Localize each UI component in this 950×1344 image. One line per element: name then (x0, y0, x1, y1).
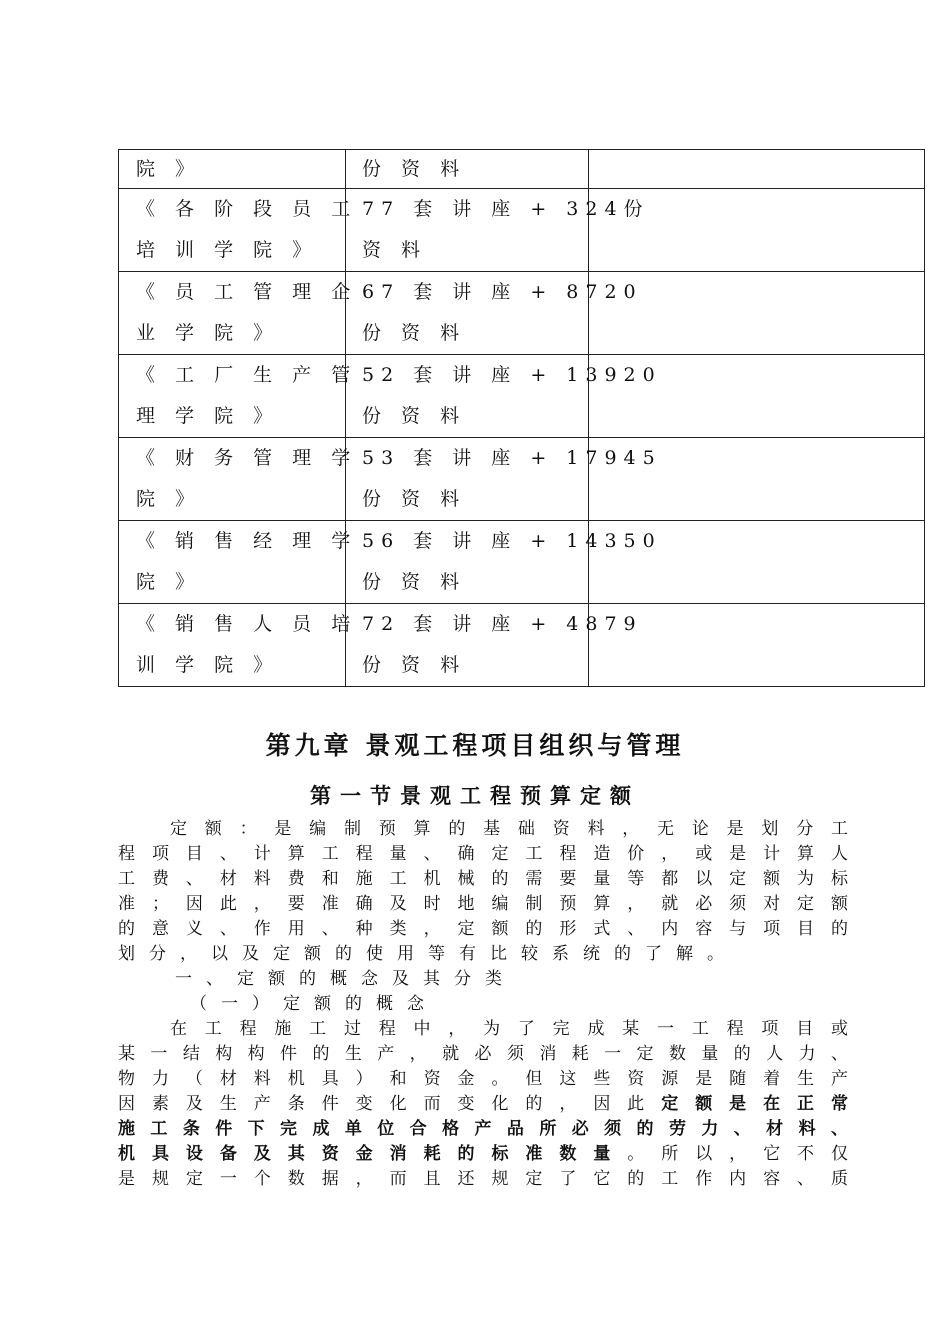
resource-table (118, 149, 925, 687)
paragraph1-line: 划分，以及定额的使用等有比较系统的了解。 (118, 944, 738, 964)
section-heading-1: 一、定额的概念及其分类 (175, 969, 516, 989)
paragraph1-line: 的意义、作用、种类，定额的形式、内容与项目的 (118, 919, 848, 939)
material-count-cell-line: 份 资 料 (362, 488, 467, 510)
paragraph1-line: 准；因此，要准确及时地编制预算，就必须对定额 (118, 894, 848, 914)
material-count-cell-line: 份 资 料 (362, 405, 467, 427)
college-name-cell (119, 521, 358, 604)
college-name-cell-line: 训 学 院 》 (136, 654, 280, 676)
material-count-cell (346, 355, 662, 438)
material-count-cell-line: 份 资 料 (362, 158, 467, 180)
college-name-cell (119, 604, 358, 687)
paragraph2-line: 在工程施工过程中，为了完成某一工程项目或 (170, 1019, 848, 1039)
note-cell (589, 150, 925, 189)
college-name-cell-line: 《 财 务 管 理 学 (136, 447, 358, 469)
college-name-cell-line: 培 训 学 院 》 (136, 239, 319, 261)
college-name-cell (119, 150, 346, 189)
paragraph2-line: 物力（材料机具）和资金。但这些资源是随着生产 (118, 1069, 848, 1089)
paragraph1-line: 定额：是编制预算的基础资料，无论是划分工 (170, 819, 848, 839)
material-count-cell (346, 438, 662, 521)
material-count-cell-line: 56 套 讲 座 + 14350 (362, 530, 662, 552)
material-count-cell-line: 份 资 料 (362, 322, 467, 344)
material-count-cell (346, 272, 643, 355)
definition-bold-line: 施工条件下完成单位合格产品所必须的劳力、材料、 (118, 1119, 848, 1139)
college-name-cell-line: 《 各 阶 段 员 工 (136, 198, 358, 220)
college-name-cell-line: 院 》 (136, 488, 202, 510)
paragraph1-line: 程项目、计算工程量、确定工程造价，或是计算人 (118, 844, 848, 864)
resource-table-body (119, 150, 925, 687)
college-name-cell (119, 189, 358, 272)
college-name-cell-line: 院 》 (136, 571, 202, 593)
material-count-cell (346, 604, 643, 687)
college-name-cell-line: 业 学 院 》 (136, 322, 280, 344)
table-row (119, 521, 925, 604)
material-count-cell-line: 份 资 料 (362, 571, 467, 593)
material-count-cell-line: 资 料 (362, 239, 428, 261)
material-count-cell-line: 67 套 讲 座 + 8720 (362, 281, 643, 303)
college-name-cell-line: 《 销 售 人 员 培 (136, 613, 358, 635)
material-count-cell-line: 77 套 讲 座 + 324份 (362, 198, 650, 220)
table-row (119, 604, 925, 687)
paragraph2-line: 某一结构构件的生产，就必须消耗一定数量的人力、 (118, 1044, 848, 1064)
paragraph2-line: 是规定一个数据，而且还规定了它的工作内容、质 (118, 1169, 848, 1189)
material-count-cell (346, 521, 662, 604)
paragraph1-line: 工费、材料费和施工机械的需要量等都以定额为标 (118, 869, 848, 889)
material-count-cell-line: 72 套 讲 座 + 4879 (362, 613, 643, 635)
chapter-title: 第九章 景观工程项目组织与管理 (265, 731, 685, 760)
paragraph2-line (118, 1142, 848, 1167)
paragraph2-line (118, 1092, 848, 1117)
college-name-cell (119, 438, 358, 521)
section-title: 第一节景观工程预算定额 (310, 784, 640, 808)
college-name-cell-line: 《 销 售 经 理 学 (136, 530, 358, 552)
definition-bold-text: 机具设备及其资金消耗的标准数量 (118, 1144, 628, 1164)
paragraph2-text: 因素及生产条件变化而变化的，因此 (118, 1094, 662, 1114)
material-count-cell-line: 53 套 讲 座 + 17945 (362, 447, 662, 469)
section-heading-1-1: （一）定额的概念 (190, 994, 438, 1014)
college-name-cell-line: 院 》 (136, 158, 202, 180)
body-text (118, 817, 848, 1192)
college-name-cell (119, 355, 358, 438)
table-row (119, 150, 925, 189)
college-name-cell-line: 《 工 厂 生 产 管 (136, 364, 358, 386)
definition-bold-text: 定额是在正常 (661, 1094, 849, 1114)
material-count-cell-line: 52 套 讲 座 + 13920 (362, 364, 662, 386)
material-count-cell-line: 份 资 料 (362, 654, 467, 676)
table-row (119, 272, 925, 355)
material-count-cell (346, 150, 589, 189)
college-name-cell-line: 理 学 院 》 (136, 405, 280, 427)
college-name-cell (119, 272, 358, 355)
material-count-cell (346, 189, 650, 272)
table-row (119, 189, 925, 272)
table-row (119, 438, 925, 521)
college-name-cell-line: 《 员 工 管 理 企 (136, 281, 358, 303)
paragraph2-text: 。所以，它不仅 (627, 1144, 849, 1164)
table-row (119, 355, 925, 438)
